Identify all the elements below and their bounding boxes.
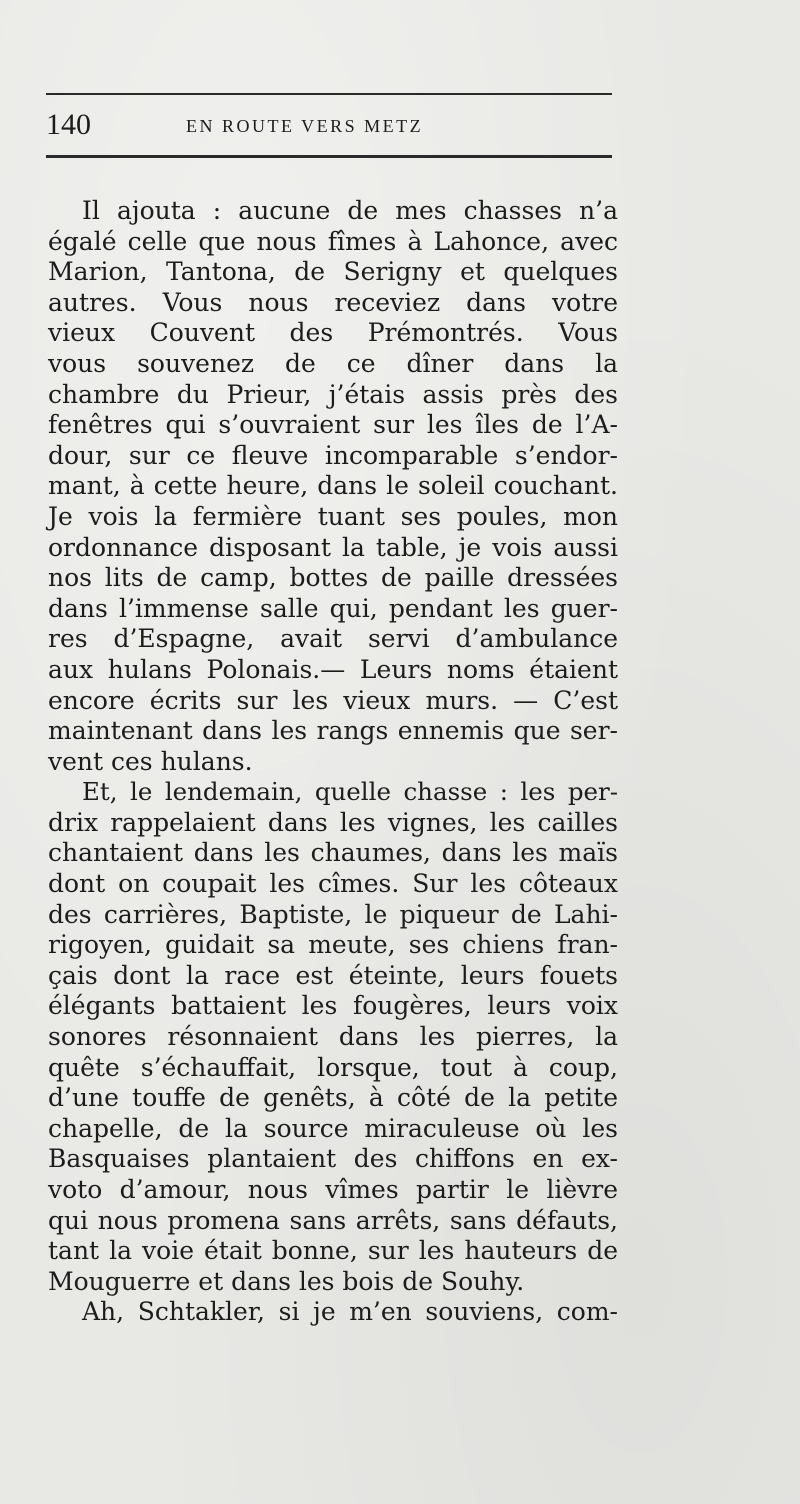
page-header [46, 106, 612, 146]
text-line: dour, sur ce fleuve incomparable s’endor- [48, 440, 618, 470]
text-line: qui nous promena sans arrêts, sans défauts, [48, 1205, 618, 1235]
text-line: mant, à cette heure, dans le soleil couchant. [48, 471, 618, 501]
text-line: Je vois la fermière tuant ses poules, mon [48, 501, 618, 531]
text-line: aux hulans Polonais.— Leurs noms étaient [48, 654, 618, 684]
text-line: d’une touffe de genêts, à côté de la petite [48, 1083, 618, 1113]
text-line: çais dont la race est éteinte, leurs fouets [48, 960, 618, 990]
text-line: vous souvenez de ce dîner dans la [48, 348, 618, 378]
text-line: sonores résonnaient dans les pierres, la [48, 1022, 618, 1052]
text-line: autres. Vous nous receviez dans votre [48, 287, 618, 317]
text-line: dont on coupait les cîmes. Sur les côteaux [48, 869, 618, 899]
text-line: vent ces hulans. [48, 746, 253, 776]
text-line: Basquaises plantaient des chiffons en ex- [48, 1144, 618, 1174]
text-line: fenêtres qui s’ouvraient sur les îles de l’A- [48, 410, 618, 440]
running-title: EN ROUTE VERS METZ [186, 116, 424, 136]
text-line: rigoyen, guidait sa meute, ses chiens fran- [48, 930, 618, 960]
text-line: Mouguerre et dans les bois de Souhy. [48, 1266, 525, 1296]
header-bottom-rule [46, 155, 612, 158]
text-line: drix rappelaient dans les vignes, les cailles [48, 807, 618, 837]
header-top-rule [46, 93, 612, 95]
text-line: tant la voie était bonne, sur les hauteurs de [48, 1236, 618, 1266]
text-line: dans l’immense salle qui, pendant les guer- [48, 593, 618, 623]
text-line: Il ajouta : aucune de mes chasses n’a [82, 196, 618, 225]
body-text [48, 196, 618, 1328]
text-line: nos lits de camp, bottes de paille dressées [48, 563, 618, 593]
text-line: maintenant dans les rangs ennemis que ser- [48, 716, 618, 746]
text-line: voto d’amour, nous vîmes partir le lièvre [48, 1175, 618, 1204]
text-line: égalé celle que nous fîmes à Lahonce, avec [48, 226, 618, 256]
text-line: élégants battaient les fougères, leurs voix [48, 991, 618, 1021]
text-line: Et, le lendemain, quelle chasse : les per- [82, 777, 618, 807]
text-line: des carrières, Baptiste, le piqueur de Lahi- [48, 899, 618, 929]
text-line: quête s’échauffait, lorsque, tout à coup, [48, 1052, 618, 1082]
text-line: chapelle, de la source miraculeuse où les [48, 1113, 618, 1143]
text-line: res d’Espagne, avait servi d’ambulance [48, 624, 618, 654]
text-line: encore écrits sur les vieux murs. — C’est [48, 685, 618, 715]
text-line: chantaient dans les chaumes, dans les maïs [48, 838, 618, 868]
text-line: Ah, Schtakler, si je m’en souviens, com- [82, 1297, 618, 1327]
text-line: ordonnance disposant la table, je vois aussi [48, 532, 618, 562]
text-line: Marion, Tantona, de Serigny et quelques [48, 257, 618, 287]
text-line: chambre du Prieur, j’étais assis près des [48, 379, 618, 409]
page-number: 140 [46, 108, 91, 141]
text-line: vieux Couvent des Prémontrés. Vous [48, 318, 618, 348]
